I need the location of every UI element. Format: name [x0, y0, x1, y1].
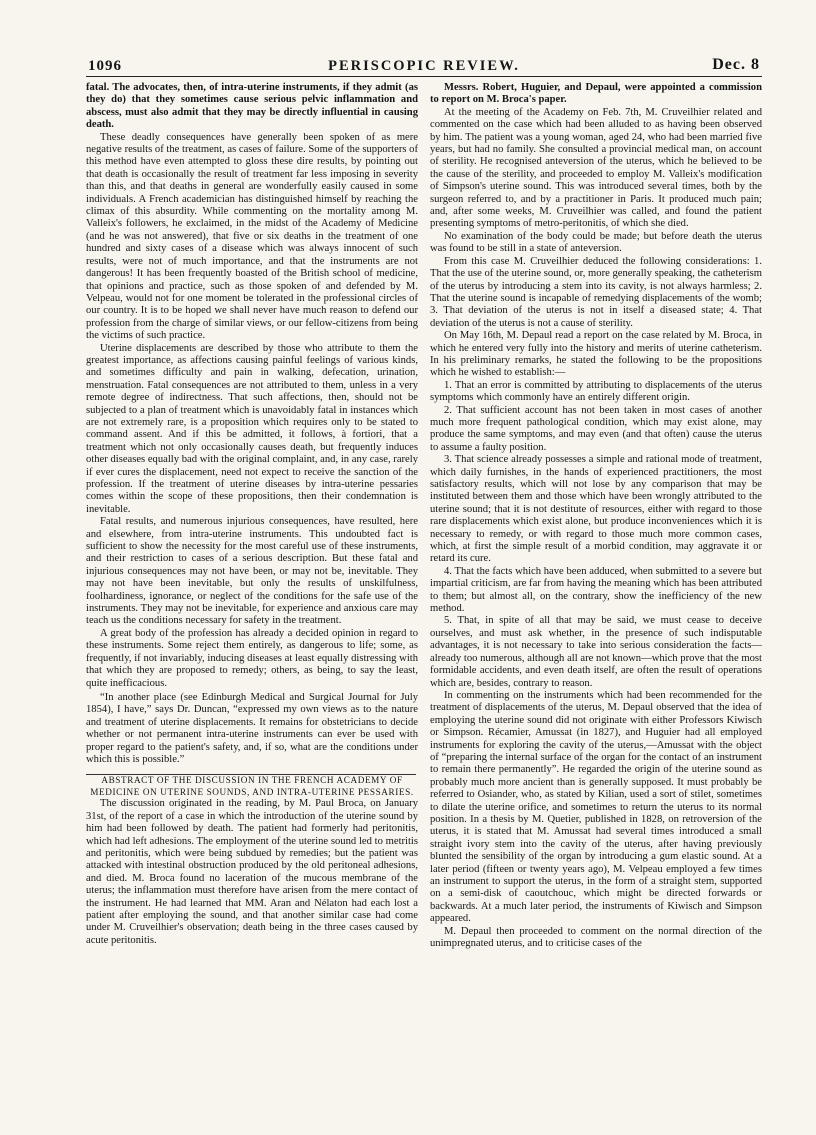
paragraph: These deadly consequences have generally been spoken of as mere negative results of the treatment, as cases of failure. Some of the supporters of this method have even attempted to gloss these dire results, by pointing out that death is occasionally the result of treatment far less imposing in severity than this, and that deaths in general are wonderfully easily caused in some individuals. A French academician has distinguished himself by reaching the climax of this absurdity. While commenting on the mortality among M. Valleix's followers, he exclaimed, in the midst of the Academy of Medicine (and he was not answered), that five or six deaths in the treatment of one hundred and sixty cases of a disease which was always innocent of such results, were not of much importance, and that the instruments are not dangerous! It has been frequently boasted of the British school of medicine, that opinions and practice, such as those spoken of and defended by M. Velpeau, would not for one moment be tolerated in the professional circles of our country. It is to be hoped we shall never have much reason to defend our profession from the charge of similar views, or our fellow-citizens from being the victims of such practice. [86, 131, 418, 342]
list-item: 5. That, in spite of all that may be said, we must cease to deceive ourselves, and must ask whether, in the presence of such indisputable advantages, it is not necessary to take into serious consideration the facts—already too numerous, although all are not known—which prove that the most formidable accidents, and even death itself, are often the result of operations which are, besides, contrary to reason. [430, 615, 762, 689]
paragraph: M. Depaul then proceeded to comment on the normal direction of the unimpregnated uterus, and to criticise cases of the [430, 925, 762, 950]
right-column [430, 82, 762, 1102]
list-item: 4. That the facts which have been adduced, when submitted to a severe but impartial criticism, are far from having the meaning which has been attributed to them; but almost all, on the contrary, show the inefficiency of the new method. [430, 565, 762, 615]
paragraph: A great body of the profession has already a decided opinion in regard to these instruments. Some reject them entirely, as dangerous to life; some, as frequently, if not invariably, inducing diseases at least equally distressing with that which they are proposed to remedy; others, as being, to say the least, quite inefficacious. [86, 627, 418, 689]
paragraph: The discussion originated in the reading, by M. Paul Broca, on January 31st, of the report of a case in which the introduction of the uterine sound by him had been followed by death. The patient had formerly had peritonitis, which had left adhesions. The employment of the uterine sound led to metritis and peritonitis, which were being subdued by remedies; but the patient was attacked with intestinal obstruction produced by the old peritoneal adhesions, and died. M. Broca found no laceration of the mucous membrane of the uterus; the inflammation must therefore have arisen from the mere contact of the instrument. He had learned that MM. Aran and Nélaton had each lost a patient after employing the sound, and that another similar case had come under M. Cruveilhier's observation; death being in the three cases caused by acute peritonitis. [86, 798, 418, 946]
paragraph: Fatal results, and numerous injurious consequences, have resulted, here and elsewhere, from intra-uterine instruments. This undoubted fact is sufficient to show the necessity for the most careful use of these instruments, and their restriction to cases of a serious description. But these fatal and injurious consequences may not have been, or may not be, inevitable. They may not have been inevitable, but only the results of unskilfulness, foolhardiness, ignorance, or neglect of the conditions for the safe use of the instruments. They may not be inevitable, for experience and anxious care may teach us the conditions necessary for safety in the treatment. [86, 516, 418, 627]
paragraph: Messrs. Robert, Huguier, and Depaul, were appointed a commission to report on M. Broca's paper. [430, 82, 762, 106]
list-item: 3. That science already possesses a simple and rational mode of treatment, which daily furnishes, in the hands of experienced practitioners, the most satisfactory results, which will not lose by any comparison that may be instituted between them and those which have been wrongly attributed to the uterine sound; that it is not destitute of resources, either with regard to those rare displacements which exist alone, but produce inconveniences which it is necessary to remedy, or with regard to those much more common cases, which, at first the simple result of a morbid condition, may aggravate it or retard its cure. [430, 454, 762, 565]
page-number: 1096 [88, 58, 122, 74]
paragraph: fatal. The advocates, then, of intra-uterine instruments, if they admit (as they do) that they sometimes cause serious pelvic inflammation and abscess, must also admit that they may be directly influential in causing death. [86, 82, 418, 131]
list-item: 2. That sufficient account has not been taken in most cases of another much more frequent pathological condition, which may exist alone, may produce the same symptoms, and may even (and that often) cause the uterus to assume a faulty position. [430, 404, 762, 453]
left-column [86, 82, 418, 1102]
header-date: Dec. 8 [712, 56, 760, 73]
header-rule [86, 76, 762, 77]
running-title: PERISCOPIC REVIEW. [328, 58, 520, 74]
paragraph: On May 16th, M. Depaul read a report on the case related by M. Broca, in which he entered very fully into the history and merits of uterine catheterism. In his preliminary remarks, he stated the following to be the propositions which he wished to establish:— [430, 330, 762, 379]
paragraph: No examination of the body could be made; but before death the uterus was found to be still in a state of anteversion. [430, 230, 762, 255]
running-header [88, 56, 760, 76]
paragraph: At the meeting of the Academy on Feb. 7th, M. Cruveilhier related and commented on the case which had been alluded to as having been observed by him. The patient was a young woman, aged 24, who had been married five years, but had no family. She consulted a provincial medical man, on account of sterility. He recognised anteversion of the uterus, which he believed to be the cause of the sterility, and proceeded to employ M. Valleix's modification of Simpson's uterine sound. This was introduced several times, both by the surgeon referred to, and by a practitioner in Paris. It produced much pain; and, after some weeks, M. Cruveilhier was called, and found the patient presenting symptoms of metro-peritonitis, of which she died. [430, 106, 762, 230]
paragraph: In commenting on the instruments which had been recommended for the treatment of displacements of the uterus, M. Depaul observed that the idea of employing the uterine sound did not originate with either Professors Kiwisch or Simpson. Récamier, Amussat (in 1827), and Huguier had all employed instruments for exploring the cavity of the uterus,—Amussat with the object of “preparing the internal surface of the organ for the contact of an instrument to remain there permanently”. He regarded the origin of the uterine sound as probably much more ancient than is generally supposed. It must probably be referred to Osiander, who, as stated by Kilian, used a sort of stilet, sometimes to dilate the uterine orifice, and sometimes to return the uterus to its normal position. In a thesis by M. Quetier, published in 1828, on retroversion of the uterus, it is stated that M. Amussat had several times introduced a small straight ivory stem into the cavity of the uterus, after having previously blunted the sensibility of the organ by introducing a gum elastic sound. At a later period (fifteen or twenty years ago), M. Velpeau employed a few times an instrument to support the uterus, in the form of a straight stem, supported on a semi-disk of caoutchouc, which might be directed forwards or backwards. At a much later period, the instruments of Kiwisch and Simpson appeared. [430, 689, 762, 925]
paragraph: Uterine displacements are described by those who attribute to them the greatest importance, as affections causing painful feelings of various kinds, and sometimes difficulty and pain in walking, defecation, urination, menstruation. Fatal consequences are not attributed to them, unless in a very remote degree of indirectness. That such affections, then, should not be subjected to a plan of treatment which is unavoidably fatal in instances which are not extremely rare, is a proposition which requires only to be stated to command assent. And if this be admitted, it follows, à fortiori, that a treatment which not only occasionally causes death, but frequently induces other diseases equally bad with the original complaint, and, in any case, rarely if ever cures the displacement, need not expect to receive the sanction of the profession. If the treatment of uterine diseases by intra-uterine pessaries comes within the scope of these propositions, then their condemnation is inevitable. [86, 342, 418, 515]
list-item: 1. That an error is committed by attributing to displacements of the uterus symptoms which commonly have an entirely different origin. [430, 379, 762, 404]
quote-paragraph: “In another place (see Edinburgh Medical and Surgical Journal for July 1854), I have,” says Dr. Duncan, “expressed my own views as to the nature and treatment of uterine displacements. It remains for obstetricians to decide whether or not permanent intra-uterine instruments can ever be used with proper regard to the patient's safety, and, if so, what are the conditions under which this is possible.” [86, 691, 418, 765]
section-title: ABSTRACT OF THE DISCUSSION IN THE FRENCH ACADEMY OF MEDICINE ON UTERINE SOUNDS, AND INTRA-UTERINE PESSARIES. [90, 775, 414, 797]
paragraph: From this case M. Cruveilhier deduced the following considerations: 1. That the use of the uterine sound, or, more generally speaking, the catheterism of the uterus by introducing a stem into its cavity, is not always harmless; 2. That the uterine sound is incapable of remedying displacements of the womb; 3. That deviation of the uterus is not in itself a diseased state; 4. That deviation of the uterus is not a cause of sterility. [430, 255, 762, 329]
